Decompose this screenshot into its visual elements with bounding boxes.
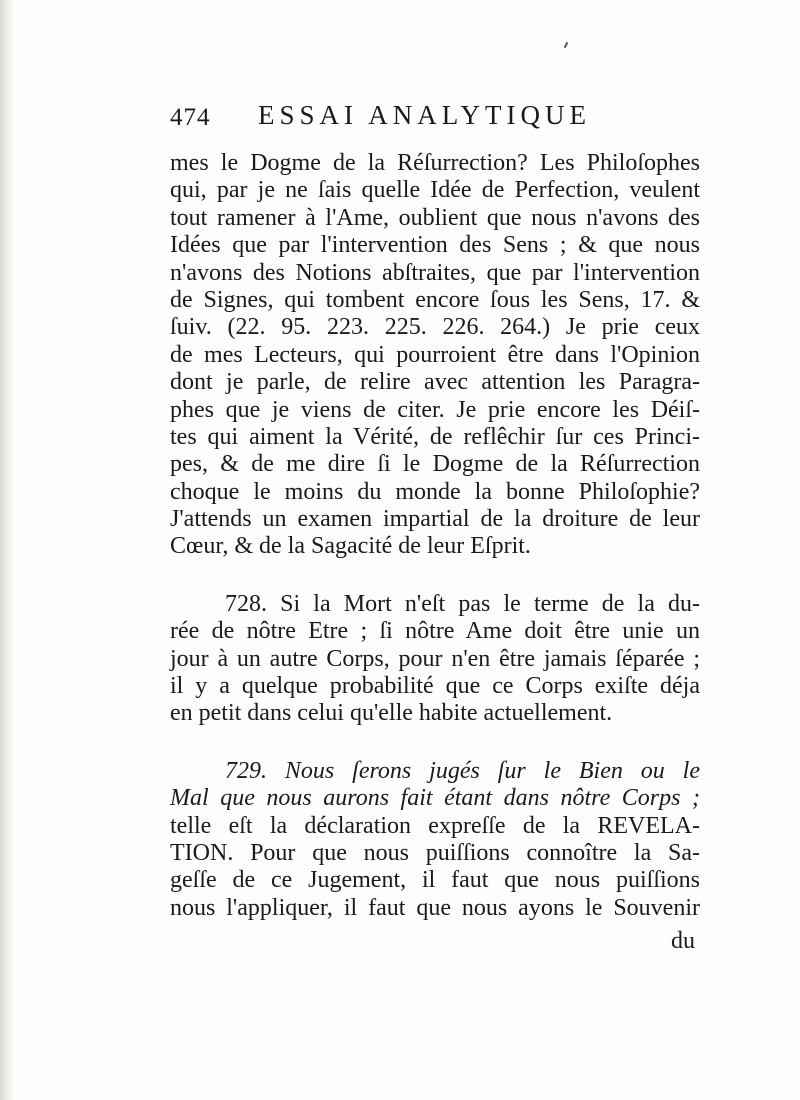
page-edge-shadow (0, 0, 14, 1100)
text-line: Cœur, & de la Sagacité de leur Eſprit. (170, 533, 531, 560)
text-line: nous l'appliquer, il faut que nous ayons le Souvenir (170, 894, 700, 921)
text-line: en petit dans celui qu'elle habite actuellement. (170, 700, 613, 727)
text-line: qui, par je ne ſais quelle Idée de Perfection, veulent (170, 177, 700, 204)
text-line: mes le Dogme de la Réſurrection? Les Philoſophes (170, 150, 700, 176)
running-head: ESSAI ANALYTIQUE (258, 100, 592, 130)
paragraph-gap (170, 728, 700, 758)
body-text (170, 150, 700, 922)
page-number: 474 (170, 104, 211, 131)
text-line: geſſe de ce Jugement, il faut que nous puiſſions (170, 867, 700, 894)
text-line: J'attends un examen impartial de la droiture de leur (170, 506, 700, 533)
text-line: tout ramener à l'Ame, oublient que nous n'avons des (170, 204, 700, 231)
text-line: Idées que par l'intervention des Sens ; & que nous (170, 232, 700, 259)
text-line: choque le moins du monde la bonne Philoſophie? (170, 478, 700, 505)
text-line: tes qui aiment la Vérité, de reflêchir ſur ces Princi- (170, 423, 700, 450)
text-line: Mal que nous aurons fait étant dans nôtre Corps ; (170, 785, 700, 812)
text-line: n'avons des Notions abſtraites, que par l'intervention (170, 259, 700, 286)
text-line: 729. Nous ſerons jugés ſur le Bien ou le (225, 757, 700, 784)
ink-speck (564, 42, 568, 48)
page-header (170, 100, 700, 140)
text-line: pes, & de me dire ſi le Dogme de la Réſurrection (170, 451, 700, 478)
text-line: de Signes, qui tombent encore ſous les Sens, 17. & (170, 286, 700, 313)
paragraph-continuation (170, 150, 700, 561)
text-line: il y a quelque probabilité que ce Corps exiſte déja (170, 673, 700, 700)
text-line: ſuiv. (22. 95. 223. 225. 226. 264.) Je prie ceux (170, 314, 700, 341)
text-line: phes que je viens de citer. Je prie encore les Déiſ- (170, 396, 700, 423)
catchword: du (671, 928, 695, 954)
text-line: de mes Lecteurs, qui pourroient être dans l'Opinion (170, 341, 700, 368)
paragraph-gap (170, 561, 700, 591)
text-line: rée de nôtre Etre ; ſi nôtre Ame doit être unie un (170, 618, 700, 645)
paragraph-729 (170, 758, 700, 922)
text-line: jour à un autre Corps, pour n'en être jamais ſéparée ; (170, 645, 700, 672)
text-line: telle eſt la déclaration expreſſe de la REVELA- (170, 812, 700, 839)
paragraph-728 (170, 591, 700, 728)
text-line: dont je parle, de relire avec attention les Paragra- (170, 369, 700, 396)
text-line: TION. Pour que nous puiſſions connoître la Sa- (170, 839, 700, 866)
text-line: 728. Si la Mort n'eſt pas le terme de la du- (225, 590, 700, 617)
